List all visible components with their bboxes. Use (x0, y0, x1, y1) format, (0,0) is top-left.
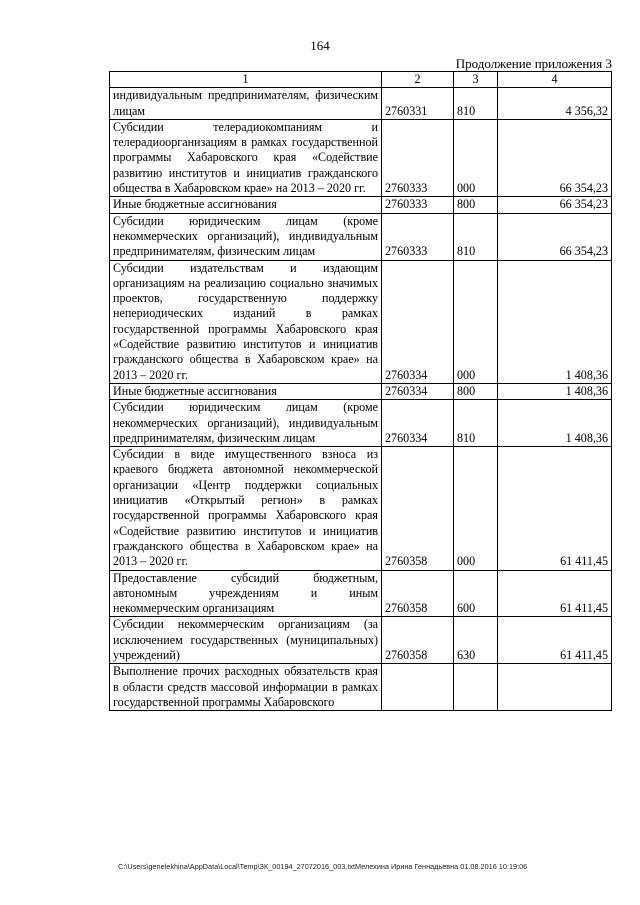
row-target-code: 2760358 (382, 570, 454, 617)
row-target-code: 2760334 (382, 260, 454, 383)
page-number: 164 (310, 38, 330, 53)
row-target-code (382, 664, 454, 711)
table-row (110, 213, 612, 260)
table-row (110, 88, 612, 120)
header-col-2: 2 (382, 72, 454, 88)
row-name: индивидуальным предпринимателям, физическим лицам (110, 88, 382, 120)
row-amount: 61 411,45 (498, 570, 612, 617)
row-target-code: 2760333 (382, 119, 454, 196)
row-expense-type: 000 (454, 447, 498, 570)
row-expense-type: 810 (454, 213, 498, 260)
row-amount: 1 408,36 (498, 383, 612, 399)
table-row (110, 664, 612, 711)
row-name: Субсидии некоммерческим организациям (за исключением государственных (муниципальных) учреждений) (110, 617, 382, 664)
row-expense-type: 810 (454, 400, 498, 447)
budget-table (109, 71, 612, 711)
row-name: Субсидии юридическим лицам (кроме некоммерческих организаций), индивидуальным предпринимателям, физическим лицам (110, 400, 382, 447)
row-name: Субсидии в виде имущественного взноса из краевого бюджета автономной некоммерческой организации «Центр поддержки социальных инициатив «Открытый регион» в рамках государственной программы Хабаровского края «Содействие развитию институтов и инициатив гражданского общества в Хабаровском крае» на 2013 – 2020 гг. (110, 447, 382, 570)
row-amount: 4 356,32 (498, 88, 612, 120)
row-expense-type: 630 (454, 617, 498, 664)
row-expense-type: 800 (454, 383, 498, 399)
table-row (110, 400, 612, 447)
row-name: Предоставление субсидий бюджетным, автономным учреждениям и иным некоммерческим организациям (110, 570, 382, 617)
table-row (110, 570, 612, 617)
row-target-code: 2760333 (382, 197, 454, 213)
table-row (110, 260, 612, 383)
row-expense-type: 000 (454, 260, 498, 383)
table-row (110, 383, 612, 399)
row-target-code: 2760334 (382, 383, 454, 399)
table-row (110, 197, 612, 213)
row-amount: 1 408,36 (498, 260, 612, 383)
row-amount: 61 411,45 (498, 447, 612, 570)
row-amount: 66 354,23 (498, 197, 612, 213)
header-col-1: 1 (110, 72, 382, 88)
header-col-3: 3 (454, 72, 498, 88)
row-expense-type: 600 (454, 570, 498, 617)
row-name: Субсидии юридическим лицам (кроме некоммерческих организаций), индивидуальным предпринимателям, физическим лицам (110, 213, 382, 260)
table-row (110, 119, 612, 196)
table-row (110, 447, 612, 570)
row-target-code: 2760358 (382, 617, 454, 664)
row-amount: 1 408,36 (498, 400, 612, 447)
row-target-code: 2760331 (382, 88, 454, 120)
row-expense-type: 000 (454, 119, 498, 196)
row-name: Иные бюджетные ассигнования (110, 383, 382, 399)
row-expense-type: 810 (454, 88, 498, 120)
table-header-row (110, 72, 612, 88)
table-row (110, 617, 612, 664)
row-target-code: 2760334 (382, 400, 454, 447)
file-path-footer: C:\Users\genelekhina\AppData\Local\Temp\ЗК_00194_27072016_003.txtМелехина Ирина Геннадьевна 01.08.2016 10:19:06 (118, 862, 528, 871)
row-amount: 61 411,45 (498, 617, 612, 664)
row-expense-type (454, 664, 498, 711)
row-name: Выполнение прочих расходных обязательств края в области средств массовой информации в рамках государственной программы Хабаровского (110, 664, 382, 711)
row-name: Субсидии телерадиокомпаниям и телерадиоорганизациям в рамках государственной программы Хабаровского края «Содействие развитию институтов и инициатив гражданского общества в Хабаровском крае» на 2013 – 2020 гг. (110, 119, 382, 196)
header-col-4: 4 (498, 72, 612, 88)
row-target-code: 2760358 (382, 447, 454, 570)
row-amount: 66 354,23 (498, 119, 612, 196)
row-amount: 66 354,23 (498, 213, 612, 260)
row-expense-type: 800 (454, 197, 498, 213)
row-target-code: 2760333 (382, 213, 454, 260)
row-amount (498, 664, 612, 711)
row-name: Субсидии издательствам и издающим организациям на реализацию социально значимых проектов, государственную поддержку непериодических изданий в рамках государственной программы Хабаровского края «Содействие развитию институтов и инициатив гражданского общества в Хабаровском крае» на 2013 – 2020 гг. (110, 260, 382, 383)
appendix-continuation-note: Продолжение приложения 3 (455, 56, 612, 71)
row-name: Иные бюджетные ассигнования (110, 197, 382, 213)
